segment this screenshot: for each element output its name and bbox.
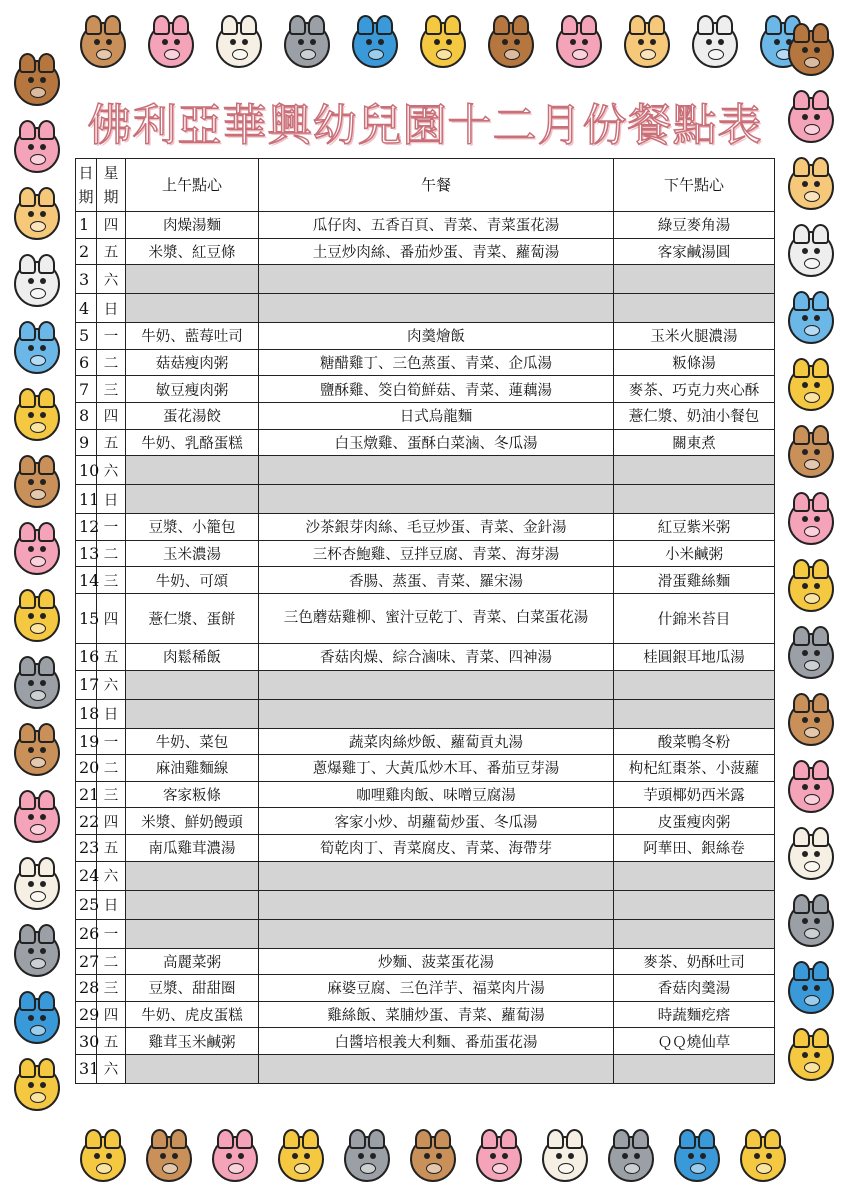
animal-face-icon — [788, 97, 834, 143]
weekday-cell: 五 — [97, 1028, 126, 1055]
morning-snack-cell: 米漿、紅豆條 — [126, 238, 259, 265]
weekday-cell: 一 — [97, 323, 126, 350]
lunch-cell: 白醬培根義大利麵、番茄蛋花湯 — [259, 1028, 614, 1055]
morning-snack-cell: 麻油雞麵線 — [126, 755, 259, 782]
animal-face-icon — [788, 30, 834, 76]
afternoon-snack-cell: ＱＱ燒仙草 — [614, 1028, 775, 1055]
table-row — [76, 485, 775, 514]
header-weekday: 星 期 — [97, 159, 126, 212]
weekday-cell: 一 — [97, 728, 126, 755]
day-cell: 14 — [76, 567, 97, 594]
weekday-cell: 三 — [97, 781, 126, 808]
day-cell: 28 — [76, 975, 97, 1002]
lunch-cell — [259, 890, 614, 919]
morning-snack-cell: 敏豆瘦肉粥 — [126, 376, 259, 403]
table-row — [76, 429, 775, 456]
weekday-cell: 日 — [97, 699, 126, 728]
animal-face-icon — [608, 1136, 654, 1182]
morning-snack-cell: 牛奶、可頌 — [126, 567, 259, 594]
table-row — [76, 1001, 775, 1028]
morning-snack-cell — [126, 861, 259, 890]
morning-snack-cell — [126, 294, 259, 323]
weekday-cell: 一 — [97, 919, 126, 948]
animal-face-icon — [788, 231, 834, 277]
afternoon-snack-cell: 關東煮 — [614, 429, 775, 456]
table-row — [76, 861, 775, 890]
weekday-cell: 五 — [97, 643, 126, 670]
morning-snack-cell: 米漿、鮮奶饅頭 — [126, 808, 259, 835]
afternoon-snack-cell — [614, 919, 775, 948]
morning-snack-cell: 牛奶、虎皮蛋糕 — [126, 1001, 259, 1028]
animal-face-icon — [14, 127, 60, 173]
morning-snack-cell: 客家粄條 — [126, 781, 259, 808]
animal-face-icon — [788, 700, 834, 746]
day-cell: 2 — [76, 238, 97, 265]
weekday-cell: 六 — [97, 861, 126, 890]
animal-face-icon — [788, 834, 834, 880]
animal-face-icon — [14, 730, 60, 776]
table-row — [76, 919, 775, 948]
lunch-cell: 日式烏龍麵 — [259, 402, 614, 429]
lunch-cell: 肉羹燴飯 — [259, 323, 614, 350]
day-cell: 21 — [76, 781, 97, 808]
afternoon-snack-cell: 薏仁漿、奶油小餐包 — [614, 402, 775, 429]
day-cell: 25 — [76, 890, 97, 919]
afternoon-snack-cell: 什錦米苔目 — [614, 593, 775, 643]
table-row — [76, 540, 775, 567]
weekday-cell: 二 — [97, 349, 126, 376]
lunch-cell — [259, 1054, 614, 1083]
weekday-cell: 三 — [97, 376, 126, 403]
animal-face-icon — [788, 767, 834, 813]
header-afternoon-snack: 下午點心 — [614, 159, 775, 212]
table-row — [76, 728, 775, 755]
table-row — [76, 567, 775, 594]
weekday-cell: 日 — [97, 485, 126, 514]
animal-face-icon — [788, 499, 834, 545]
lunch-cell: 咖哩雞肉飯、味噌豆腐湯 — [259, 781, 614, 808]
morning-snack-cell: 薏仁漿、蛋餅 — [126, 593, 259, 643]
lunch-cell: 蔥爆雞丁、大黃瓜炒木耳、番茄豆芽湯 — [259, 755, 614, 782]
afternoon-snack-cell: 時蔬麵疙瘩 — [614, 1001, 775, 1028]
lunch-cell: 麻婆豆腐、三色洋芋、福菜肉片湯 — [259, 975, 614, 1002]
table-row — [76, 755, 775, 782]
animal-face-icon — [788, 968, 834, 1014]
afternoon-snack-cell: 滑蛋雞絲麵 — [614, 567, 775, 594]
lunch-cell: 三杯杏鮑雞、豆拌豆腐、青菜、海芽湯 — [259, 540, 614, 567]
afternoon-snack-cell: 香菇肉羹湯 — [614, 975, 775, 1002]
animal-face-icon — [216, 22, 262, 68]
header-day: 日 期 — [76, 159, 97, 212]
weekday-cell: 六 — [97, 1054, 126, 1083]
morning-snack-cell — [126, 890, 259, 919]
lunch-cell: 炒麵、菠菜蛋花湯 — [259, 948, 614, 975]
day-cell: 20 — [76, 755, 97, 782]
lunch-cell: 白玉燉雞、蛋酥白菜滷、冬瓜湯 — [259, 429, 614, 456]
morning-snack-cell: 牛奶、菜包 — [126, 728, 259, 755]
afternoon-snack-cell: 麥茶、奶酥吐司 — [614, 948, 775, 975]
meal-table — [75, 158, 775, 1084]
morning-snack-cell: 高麗菜粥 — [126, 948, 259, 975]
afternoon-snack-cell — [614, 456, 775, 485]
day-cell: 15 — [76, 593, 97, 643]
animal-face-icon — [14, 328, 60, 374]
weekday-cell: 日 — [97, 890, 126, 919]
afternoon-snack-cell: 酸菜鴨冬粉 — [614, 728, 775, 755]
morning-snack-cell: 豆漿、小籠包 — [126, 514, 259, 541]
animal-face-icon — [148, 22, 194, 68]
weekday-cell: 三 — [97, 567, 126, 594]
table-row — [76, 294, 775, 323]
table-row — [76, 890, 775, 919]
afternoon-snack-cell — [614, 670, 775, 699]
lunch-cell: 糖醋雞丁、三色蒸蛋、青菜、企瓜湯 — [259, 349, 614, 376]
afternoon-snack-cell: 阿華田、銀絲卷 — [614, 834, 775, 861]
lunch-cell — [259, 485, 614, 514]
morning-snack-cell: 豆漿、甜甜圈 — [126, 975, 259, 1002]
animal-face-icon — [14, 931, 60, 977]
afternoon-snack-cell: 玉米火腿濃湯 — [614, 323, 775, 350]
weekday-cell: 二 — [97, 755, 126, 782]
day-cell: 24 — [76, 861, 97, 890]
lunch-cell: 三色蘑菇雞柳、蜜汁豆乾丁、青菜、白菜蛋花湯 — [259, 593, 614, 643]
lunch-cell: 瓜仔肉、五香百頁、青菜、青菜蛋花湯 — [259, 212, 614, 239]
animal-face-icon — [788, 633, 834, 679]
animal-face-icon — [80, 1136, 126, 1182]
table-row — [76, 643, 775, 670]
lunch-cell: 蔬菜肉絲炒飯、蘿蔔貢丸湯 — [259, 728, 614, 755]
table-row — [76, 514, 775, 541]
day-cell: 16 — [76, 643, 97, 670]
animal-face-icon — [692, 22, 738, 68]
table-row — [76, 349, 775, 376]
animal-face-icon — [146, 1136, 192, 1182]
afternoon-snack-cell: 桂圓銀耳地瓜湯 — [614, 643, 775, 670]
afternoon-snack-cell — [614, 485, 775, 514]
weekday-cell: 四 — [97, 1001, 126, 1028]
weekday-cell: 五 — [97, 238, 126, 265]
weekday-cell: 二 — [97, 540, 126, 567]
lunch-cell: 雞絲飯、菜脯炒蛋、青菜、蘿蔔湯 — [259, 1001, 614, 1028]
afternoon-snack-cell — [614, 861, 775, 890]
animal-face-icon — [14, 663, 60, 709]
animal-face-icon — [14, 998, 60, 1044]
animal-face-icon — [14, 395, 60, 441]
weekday-cell: 四 — [97, 808, 126, 835]
morning-snack-cell: 牛奶、乳酪蛋糕 — [126, 429, 259, 456]
weekday-cell: 六 — [97, 456, 126, 485]
animal-face-icon — [488, 22, 534, 68]
morning-snack-cell — [126, 919, 259, 948]
lunch-cell — [259, 670, 614, 699]
day-cell: 23 — [76, 834, 97, 861]
animal-face-icon — [788, 365, 834, 411]
morning-snack-cell — [126, 699, 259, 728]
animal-face-icon — [788, 298, 834, 344]
morning-snack-cell: 南瓜雞茸濃湯 — [126, 834, 259, 861]
animal-face-icon — [788, 164, 834, 210]
table-row — [76, 670, 775, 699]
animal-face-icon — [420, 22, 466, 68]
weekday-cell: 一 — [97, 514, 126, 541]
day-cell: 5 — [76, 323, 97, 350]
table-row — [76, 781, 775, 808]
morning-snack-cell: 肉鬆稀飯 — [126, 643, 259, 670]
day-cell: 9 — [76, 429, 97, 456]
day-cell: 12 — [76, 514, 97, 541]
lunch-cell — [259, 294, 614, 323]
animal-face-icon — [14, 1065, 60, 1111]
page-title: 佛利亞華興幼兒園十二月份餐點表 — [87, 100, 763, 151]
table-row — [76, 456, 775, 485]
weekday-cell: 四 — [97, 593, 126, 643]
weekday-cell: 五 — [97, 834, 126, 861]
animal-face-icon — [740, 1136, 786, 1182]
animal-face-icon — [542, 1136, 588, 1182]
header-morning-snack: 上午點心 — [126, 159, 259, 212]
animal-face-icon — [556, 22, 602, 68]
weekday-cell: 三 — [97, 975, 126, 1002]
animal-face-icon — [788, 566, 834, 612]
day-cell: 30 — [76, 1028, 97, 1055]
day-cell: 22 — [76, 808, 97, 835]
afternoon-snack-cell: 皮蛋瘦肉粥 — [614, 808, 775, 835]
weekday-cell: 六 — [97, 265, 126, 294]
weekday-cell: 四 — [97, 402, 126, 429]
table-row — [76, 834, 775, 861]
afternoon-snack-cell — [614, 1054, 775, 1083]
afternoon-snack-cell — [614, 890, 775, 919]
afternoon-snack-cell: 小米鹹粥 — [614, 540, 775, 567]
lunch-cell: 土豆炒肉絲、番茄炒蛋、青菜、蘿蔔湯 — [259, 238, 614, 265]
lunch-cell: 客家小炒、胡蘿蔔炒蛋、冬瓜湯 — [259, 808, 614, 835]
morning-snack-cell — [126, 1054, 259, 1083]
afternoon-snack-cell: 客家鹹湯圓 — [614, 238, 775, 265]
table-row — [76, 593, 775, 643]
lunch-cell: 鹽酥雞、筊白筍鮮菇、青菜、蓮藕湯 — [259, 376, 614, 403]
weekday-cell: 六 — [97, 670, 126, 699]
animal-face-icon — [14, 261, 60, 307]
day-cell: 3 — [76, 265, 97, 294]
weekday-cell: 二 — [97, 948, 126, 975]
animal-face-icon — [788, 901, 834, 947]
day-cell: 7 — [76, 376, 97, 403]
afternoon-snack-cell: 粄條湯 — [614, 349, 775, 376]
morning-snack-cell: 牛奶、藍莓吐司 — [126, 323, 259, 350]
table-row — [76, 1028, 775, 1055]
morning-snack-cell — [126, 670, 259, 699]
lunch-cell — [259, 861, 614, 890]
day-cell: 18 — [76, 699, 97, 728]
afternoon-snack-cell: 綠豆麥角湯 — [614, 212, 775, 239]
animal-face-icon — [344, 1136, 390, 1182]
day-cell: 4 — [76, 294, 97, 323]
morning-snack-cell: 蛋花湯餃 — [126, 402, 259, 429]
afternoon-snack-cell: 芋頭椰奶西米露 — [614, 781, 775, 808]
animal-face-icon — [278, 1136, 324, 1182]
day-cell: 1 — [76, 212, 97, 239]
animal-face-icon — [410, 1136, 456, 1182]
animal-face-icon — [352, 22, 398, 68]
morning-snack-cell: 菇菇瘦肉粥 — [126, 349, 259, 376]
morning-snack-cell: 雞茸玉米鹹粥 — [126, 1028, 259, 1055]
afternoon-snack-cell: 麥茶、巧克力夾心酥 — [614, 376, 775, 403]
table-row — [76, 1054, 775, 1083]
animal-face-icon — [212, 1136, 258, 1182]
animal-face-icon — [624, 22, 670, 68]
table-row — [76, 265, 775, 294]
animal-face-icon — [14, 529, 60, 575]
day-cell: 11 — [76, 485, 97, 514]
animal-face-icon — [284, 22, 330, 68]
day-cell: 10 — [76, 456, 97, 485]
table-row — [76, 948, 775, 975]
animal-face-icon — [788, 1035, 834, 1081]
lunch-cell: 筍乾肉丁、青菜腐皮、青菜、海帶芽 — [259, 834, 614, 861]
animal-face-icon — [476, 1136, 522, 1182]
animal-face-icon — [14, 194, 60, 240]
day-cell: 29 — [76, 1001, 97, 1028]
table-row — [76, 238, 775, 265]
morning-snack-cell: 玉米濃湯 — [126, 540, 259, 567]
table-row — [76, 699, 775, 728]
table-row — [76, 402, 775, 429]
lunch-cell — [259, 456, 614, 485]
header-lunch: 午餐 — [259, 159, 614, 212]
afternoon-snack-cell: 枸杞紅棗茶、小菠蘿 — [614, 755, 775, 782]
afternoon-snack-cell — [614, 265, 775, 294]
table-row — [76, 212, 775, 239]
table-header-row — [76, 159, 775, 212]
day-cell: 13 — [76, 540, 97, 567]
table-row — [76, 323, 775, 350]
table-row — [76, 808, 775, 835]
animal-face-icon — [80, 22, 126, 68]
day-cell: 19 — [76, 728, 97, 755]
morning-snack-cell — [126, 265, 259, 294]
lunch-cell — [259, 265, 614, 294]
lunch-cell — [259, 699, 614, 728]
morning-snack-cell: 肉燥湯麵 — [126, 212, 259, 239]
afternoon-snack-cell — [614, 294, 775, 323]
day-cell: 6 — [76, 349, 97, 376]
animal-face-icon — [14, 462, 60, 508]
animal-face-icon — [14, 797, 60, 843]
lunch-cell: 沙茶銀芽肉絲、毛豆炒蛋、青菜、金針湯 — [259, 514, 614, 541]
afternoon-snack-cell — [614, 699, 775, 728]
weekday-cell: 五 — [97, 429, 126, 456]
weekday-cell: 四 — [97, 212, 126, 239]
morning-snack-cell — [126, 485, 259, 514]
animal-face-icon — [14, 864, 60, 910]
animal-face-icon — [788, 432, 834, 478]
day-cell: 17 — [76, 670, 97, 699]
lunch-cell: 香菇肉燥、綜合滷味、青菜、四神湯 — [259, 643, 614, 670]
weekday-cell: 日 — [97, 294, 126, 323]
day-cell: 8 — [76, 402, 97, 429]
morning-snack-cell — [126, 456, 259, 485]
lunch-cell: 香腸、蒸蛋、青菜、羅宋湯 — [259, 567, 614, 594]
lunch-cell — [259, 919, 614, 948]
table-row — [76, 376, 775, 403]
day-cell: 27 — [76, 948, 97, 975]
animal-face-icon — [674, 1136, 720, 1182]
afternoon-snack-cell: 紅豆紫米粥 — [614, 514, 775, 541]
table-row — [76, 975, 775, 1002]
day-cell: 26 — [76, 919, 97, 948]
animal-face-icon — [14, 60, 60, 106]
animal-face-icon — [14, 596, 60, 642]
day-cell: 31 — [76, 1054, 97, 1083]
